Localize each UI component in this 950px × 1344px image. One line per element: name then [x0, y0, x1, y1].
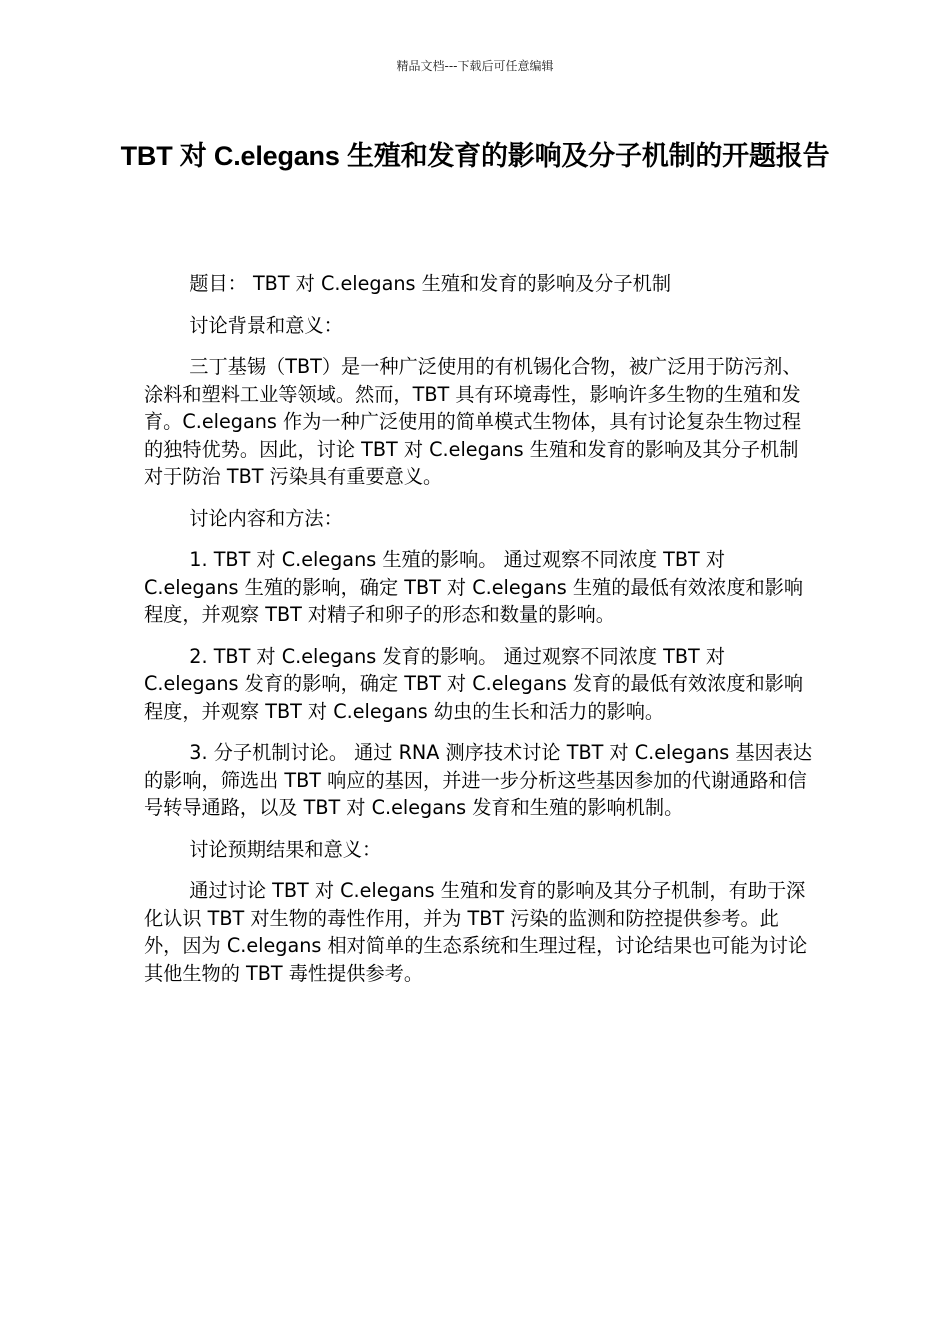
methods-heading: 讨论内容和方法： [189, 506, 343, 530]
document-body [144, 270, 816, 1001]
background-paragraph: 三丁基锡（TBT）是一种广泛使用的有机锡化合物，被广泛用于防污剂、涂料和塑料工业等领域。然而，TBT 具有环境毒性，影响许多生物的生殖和发育。C.elegans 作为一种广泛使用的简单模式生物体，具有讨论复杂生物过程的独特优势。因此，讨论 TBT 对 C.elegans 生殖和发育的影响及其分子机制对于防治 TBT 污染具有重要意义。 [144, 355, 802, 488]
method-item-3: 3. 分子机制讨论。 通过 RNA 测序技术讨论 TBT 对 C.elegans 基因表达的影响，筛选出 TBT 响应的基因，并进一步分析这些基因参加的代谢通路和信号转导通路，以及 TBT 对 C.elegans 发育和生殖的影响机制。 [144, 741, 813, 819]
method-item-2: 2. TBT 对 C.elegans 发育的影响。 通过观察不同浓度 TBT 对 C.elegans 发育的影响，确定 TBT 对 C.elegans 发育的最低有效浓度和影响程度，并观察 TBT 对 C.elegans 幼虫的生长和活力的影响。 [144, 644, 804, 723]
expected-heading: 讨论预期结果和意义： [189, 837, 382, 861]
document-title: TBT 对 C.elegans 生殖和发育的影响及分子机制的开题报告 [120, 141, 830, 171]
method-item-1: 1. TBT 对 C.elegans 生殖的影响。 通过观察不同浓度 TBT 对 C.elegans 生殖的影响，确定 TBT 对 C.elegans 生殖的最低有效浓度和影响程度，并观察 TBT 对精子和卵子的形态和数量的影响。 [144, 548, 804, 626]
page-header-note: 精品文档---下载后可任意编辑 [396, 59, 554, 73]
expected-paragraph: 通过讨论 TBT 对 C.elegans 生殖和发育的影响及其分子机制，有助于深化认识 TBT 对生物的毒性作用，并为 TBT 污染的监测和防控提供参考。此外，因为 C.elegans 相对简单的生态系统和生理过程，讨论结果也可能为讨论其他生物的 TBT 毒性提供参考。 [144, 879, 808, 985]
background-heading: 讨论背景和意义： [189, 313, 343, 337]
subject-line: 题目： TBT 对 C.elegans 生殖和发育的影响及分子机制 [189, 272, 672, 295]
